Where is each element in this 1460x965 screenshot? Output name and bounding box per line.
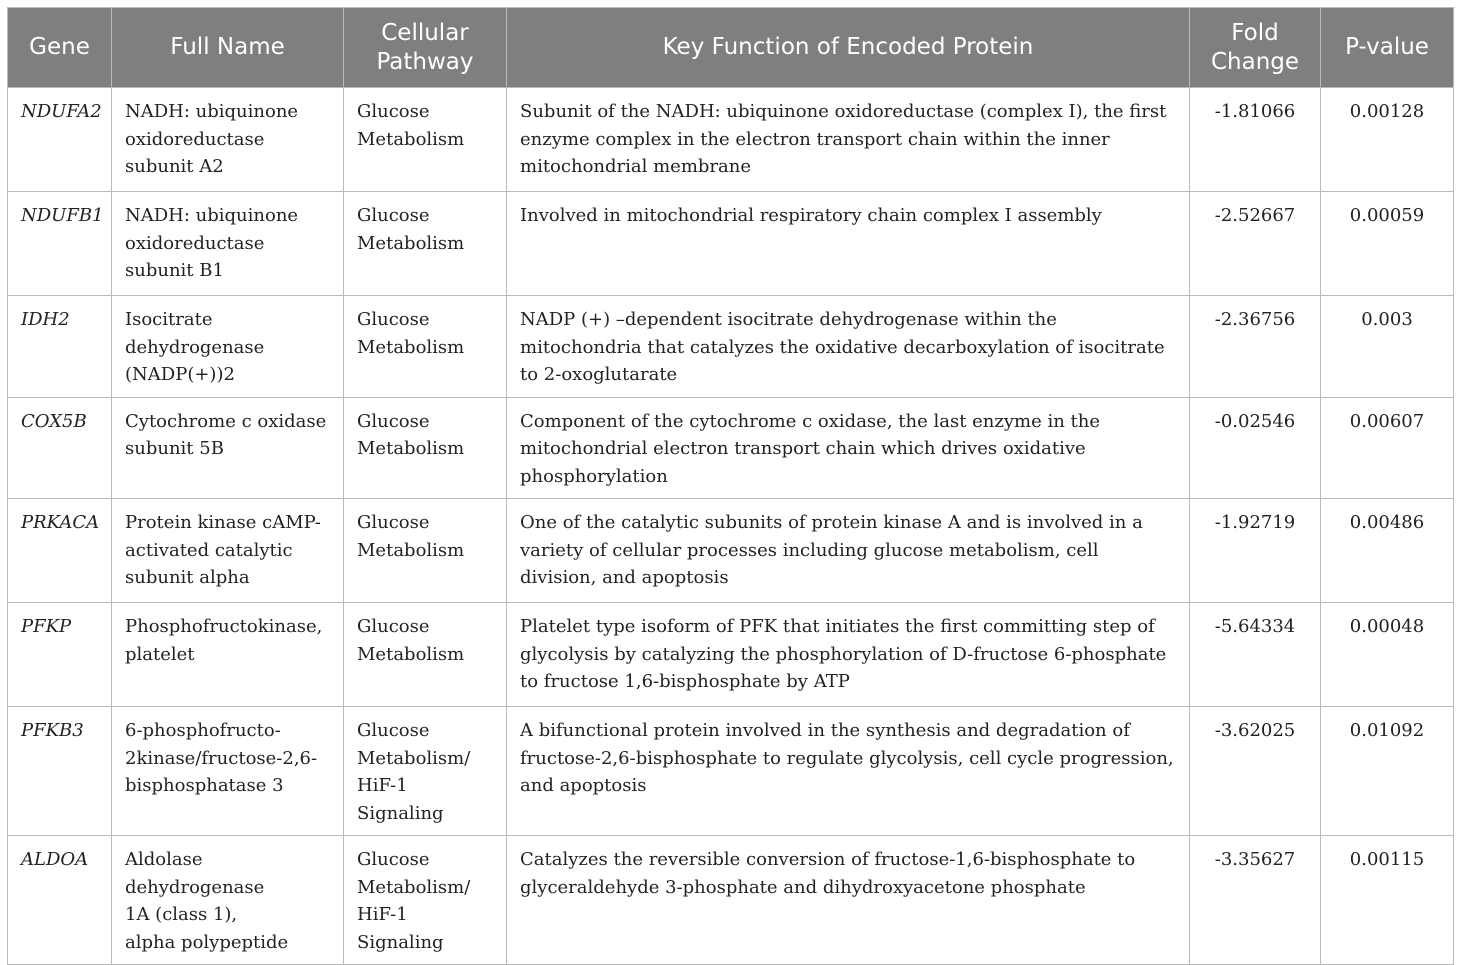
full-name-cell: 6-phosphofructo- 2kinase/fructose-2,6- bisphosphatase 3 bbox=[112, 707, 344, 836]
pathway-cell: Glucose Metabolism/ HiF-1 Signaling bbox=[344, 836, 507, 965]
gene-cell: COX5B bbox=[8, 397, 112, 499]
function-cell: NADP (+) –dependent isocitrate dehydrogenase within the mitochondria that catalyzes the oxidative decarboxylation of isocitrate to 2-oxoglutarate bbox=[507, 296, 1190, 398]
full-name-cell: Phosphofructokinase, platelet bbox=[112, 603, 344, 707]
fold-change-cell: -3.62025 bbox=[1190, 707, 1321, 836]
full-name-cell: Protein kinase cAMP- activated catalytic subunit alpha bbox=[112, 499, 344, 603]
function-cell: Platelet type isoform of PFK that initiates the first committing step of glycolysis by catalyzing the phosphorylation of D-fructose 6-phosphate to fructose 1,6-bisphosphate by ATP bbox=[507, 603, 1190, 707]
function-cell: One of the catalytic subunits of protein kinase A and is involved in a variety of cellular processes including glucose metabolism, cell division, and apoptosis bbox=[507, 499, 1190, 603]
fold-change-cell: -1.92719 bbox=[1190, 499, 1321, 603]
header-row bbox=[8, 8, 1454, 88]
full-name-cell: Aldolase dehydrogenase 1A (class 1), alpha polypeptide bbox=[112, 836, 344, 965]
p-value-cell: 0.00115 bbox=[1321, 836, 1454, 965]
gene-cell: IDH2 bbox=[8, 296, 112, 398]
fold-change-cell: -5.64334 bbox=[1190, 603, 1321, 707]
full-name-cell: NADH: ubiquinone oxidoreductase subunit B1 bbox=[112, 192, 344, 296]
header-cellular-pathway: Cellular Pathway bbox=[344, 8, 507, 88]
p-value-cell: 0.00048 bbox=[1321, 603, 1454, 707]
fold-change-cell: -3.35627 bbox=[1190, 836, 1321, 965]
p-value-cell: 0.00486 bbox=[1321, 499, 1454, 603]
function-cell: A bifunctional protein involved in the synthesis and degradation of fructose-2,6-bisphosphate to regulate glycolysis, cell cycle progression, and apoptosis bbox=[507, 707, 1190, 836]
gene-cell: PFKP bbox=[8, 603, 112, 707]
function-cell: Component of the cytochrome c oxidase, the last enzyme in the mitochondrial electron transport chain which drives oxidative phosphorylation bbox=[507, 397, 1190, 499]
pathway-cell: Glucose Metabolism bbox=[344, 397, 507, 499]
function-cell: Catalyzes the reversible conversion of fructose-1,6-bisphosphate to glyceraldehyde 3-phosphate and dihydroxyacetone phosphate bbox=[507, 836, 1190, 965]
table-row bbox=[8, 88, 1454, 192]
table-row bbox=[8, 397, 1454, 499]
pathway-cell: Glucose Metabolism/ HiF-1 Signaling bbox=[344, 707, 507, 836]
p-value-cell: 0.003 bbox=[1321, 296, 1454, 398]
gene-cell: PRKACA bbox=[8, 499, 112, 603]
fold-change-cell: -2.36756 bbox=[1190, 296, 1321, 398]
pathway-cell: Glucose Metabolism bbox=[344, 192, 507, 296]
table-row bbox=[8, 499, 1454, 603]
gene-expression-table bbox=[7, 7, 1454, 965]
gene-cell: ALDOA bbox=[8, 836, 112, 965]
table-row bbox=[8, 296, 1454, 398]
pathway-cell: Glucose Metabolism bbox=[344, 499, 507, 603]
fold-change-cell: -1.81066 bbox=[1190, 88, 1321, 192]
gene-cell: PFKB3 bbox=[8, 707, 112, 836]
header-gene: Gene bbox=[8, 8, 112, 88]
function-cell: Subunit of the NADH: ubiquinone oxidoreductase (complex I), the first enzyme complex in the electron transport chain within the inner mitochondrial membrane bbox=[507, 88, 1190, 192]
header-full-name: Full Name bbox=[112, 8, 344, 88]
table-row bbox=[8, 192, 1454, 296]
table-row bbox=[8, 836, 1454, 965]
full-name-cell: NADH: ubiquinone oxidoreductase subunit A2 bbox=[112, 88, 344, 192]
fold-change-cell: -2.52667 bbox=[1190, 192, 1321, 296]
gene-cell: NDUFB1 bbox=[8, 192, 112, 296]
full-name-cell: Isocitrate dehydrogenase (NADP(+))2 bbox=[112, 296, 344, 398]
fold-change-cell: -0.02546 bbox=[1190, 397, 1321, 499]
function-cell: Involved in mitochondrial respiratory chain complex I assembly bbox=[507, 192, 1190, 296]
p-value-cell: 0.00059 bbox=[1321, 192, 1454, 296]
p-value-cell: 0.01092 bbox=[1321, 707, 1454, 836]
table-row bbox=[8, 707, 1454, 836]
pathway-cell: Glucose Metabolism bbox=[344, 296, 507, 398]
header-p-value: P-value bbox=[1321, 8, 1454, 88]
gene-cell: NDUFA2 bbox=[8, 88, 112, 192]
pathway-cell: Glucose Metabolism bbox=[344, 88, 507, 192]
p-value-cell: 0.00128 bbox=[1321, 88, 1454, 192]
pathway-cell: Glucose Metabolism bbox=[344, 603, 507, 707]
header-key-function: Key Function of Encoded Protein bbox=[507, 8, 1190, 88]
table-row bbox=[8, 603, 1454, 707]
p-value-cell: 0.00607 bbox=[1321, 397, 1454, 499]
full-name-cell: Cytochrome c oxidase subunit 5B bbox=[112, 397, 344, 499]
header-fold-change: Fold Change bbox=[1190, 8, 1321, 88]
